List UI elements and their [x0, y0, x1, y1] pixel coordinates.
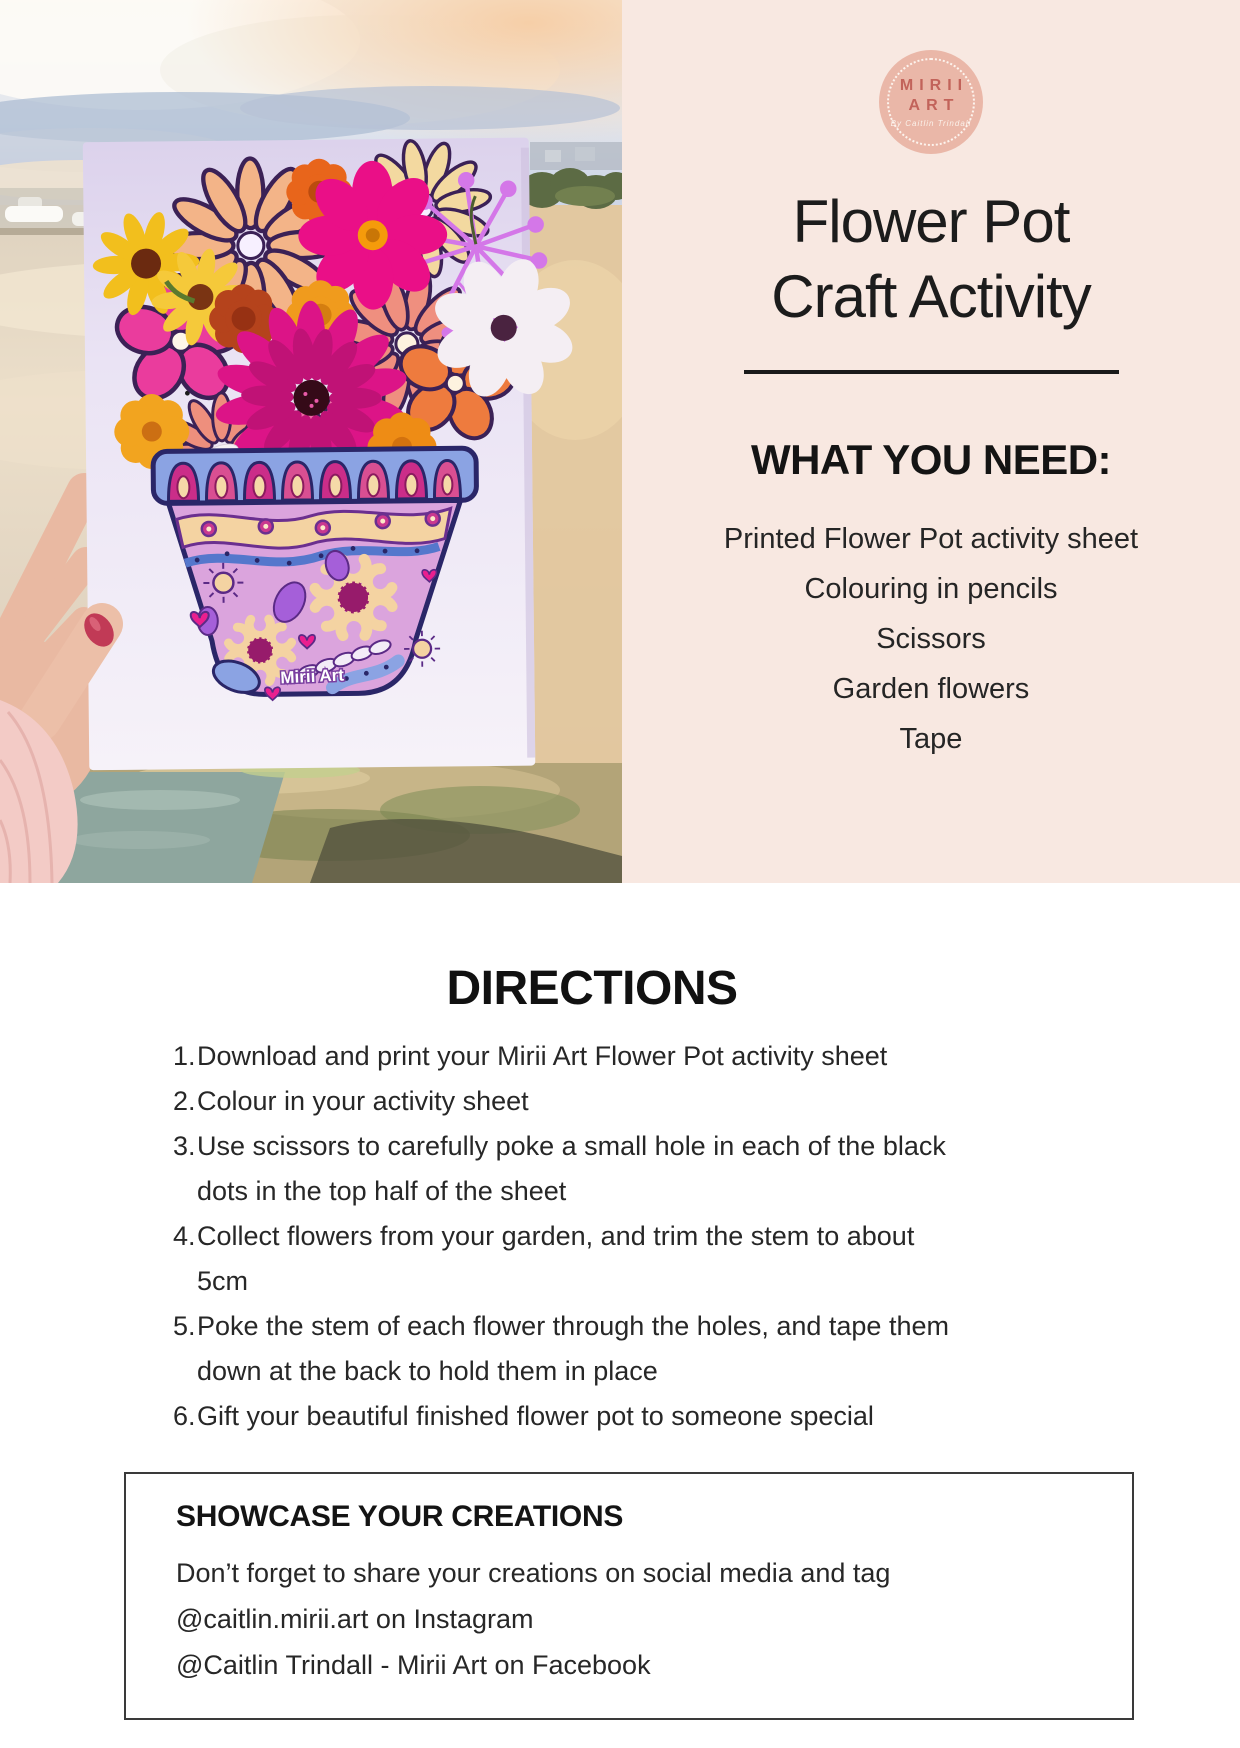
logo-name-line2: ART — [908, 97, 960, 114]
step-number: 1. — [173, 1041, 196, 1071]
title-divider — [744, 370, 1119, 374]
direction-step — [173, 1394, 1060, 1439]
step-text: Colour in your activity sheet — [197, 1086, 529, 1116]
direction-step — [173, 1124, 1060, 1214]
step-number: 4. — [173, 1221, 196, 1251]
showcase-text — [176, 1550, 1082, 1688]
showcase-box — [124, 1472, 1134, 1720]
showcase-heading: SHOWCASE YOUR CREATIONS — [176, 1500, 624, 1533]
directions-heading: DIRECTIONS — [446, 962, 738, 1015]
direction-step — [173, 1079, 1060, 1124]
shore — [0, 760, 622, 883]
showcase-facebook-handle: @Caitlin Trindall - Mirii Art on Facebook — [176, 1650, 651, 1680]
page-title — [771, 184, 1090, 334]
step-text: Gift your beautiful finished flower pot to someone special — [197, 1401, 874, 1431]
logo-name-line1: MIRII — [899, 77, 969, 94]
step-text: 5cm — [197, 1266, 249, 1296]
step-text: Collect flowers from your garden, and trim the stem to about — [197, 1221, 915, 1251]
direction-step — [173, 1034, 1060, 1079]
step-text: dots in the top half of the sheet — [197, 1176, 567, 1206]
direction-step — [173, 1214, 1060, 1304]
step-text: Use scissors to carefully poke a small hole in each of the black — [197, 1131, 946, 1161]
directions-list — [173, 1034, 1060, 1439]
direction-step — [173, 1304, 1060, 1394]
need-item: Garden flowers — [832, 673, 1030, 705]
mirii-art-logo — [879, 50, 983, 154]
need-item: Printed Flower Pot activity sheet — [723, 523, 1139, 555]
need-item: Tape — [899, 723, 963, 755]
step-number: 6. — [173, 1401, 196, 1431]
what-you-need-list — [724, 514, 1138, 764]
info-panel — [622, 0, 1240, 883]
page-title-line2: Craft Activity — [771, 263, 1091, 330]
activity-sheet — [76, 118, 601, 770]
need-item: Scissors — [876, 623, 986, 655]
showcase-instagram-handle: @caitlin.mirii.art on Instagram — [176, 1604, 534, 1634]
step-text: Download and print your Mirii Art Flower Pot activity sheet — [197, 1041, 888, 1071]
pot-rim — [153, 448, 477, 503]
artwork-signature: Mirii Art — [279, 665, 345, 688]
photo-illustration — [0, 0, 622, 883]
showcase-line: Don’t forget to share your creations on social media and tag — [176, 1558, 891, 1588]
step-text: down at the back to hold them in place — [197, 1356, 658, 1386]
logo-dotted-ring — [887, 58, 975, 146]
need-item: Colouring in pencils — [804, 573, 1058, 605]
directions-block — [124, 883, 1060, 1439]
page-title-line1: Flower Pot — [792, 188, 1070, 255]
step-text: Poke the stem of each flower through the holes, and tape them — [197, 1311, 949, 1341]
photo-flower-pot-craft — [0, 0, 622, 883]
step-number: 2. — [173, 1086, 196, 1116]
logo-tagline: By Caitlin Trindall — [890, 119, 972, 128]
step-number: 5. — [173, 1311, 196, 1341]
bottom-section — [0, 883, 1240, 1748]
step-number: 3. — [173, 1131, 196, 1161]
what-you-need-heading: WHAT YOU NEED: — [750, 436, 1112, 483]
